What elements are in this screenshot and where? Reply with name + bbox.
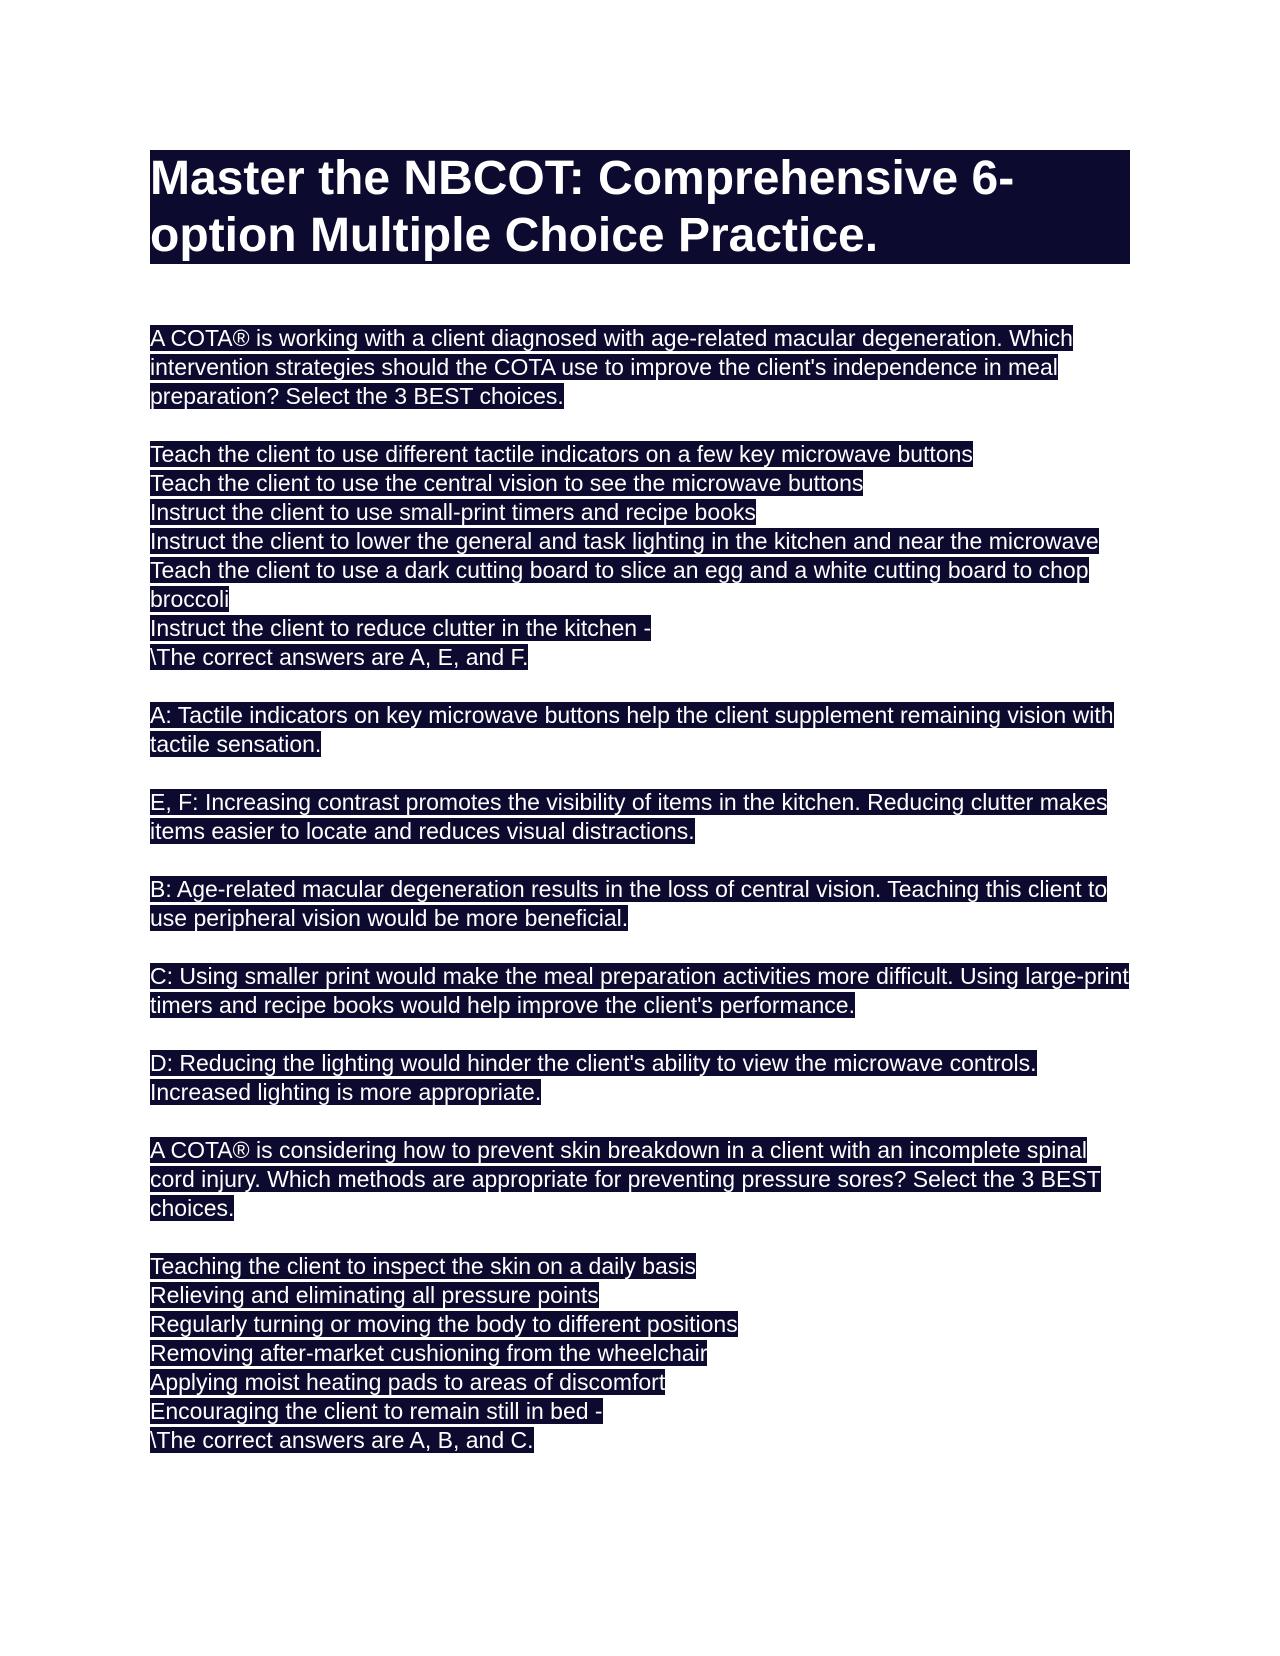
- q1-option-c: Instruct the client to use small-print timers and recipe books: [150, 499, 756, 525]
- q2-option-c: Regularly turning or moving the body to different positions: [150, 1311, 738, 1337]
- question-2-options: [150, 1252, 1130, 1455]
- q1-option-e: Teach the client to use a dark cutting board to slice an egg and a white cutting board to chop broccoli: [150, 557, 1089, 612]
- q1-explanation: [150, 875, 1130, 933]
- q1-explanation: [150, 701, 1130, 759]
- q2-option-d: Removing after-market cushioning from the wheelchair: [150, 1340, 708, 1366]
- q1-explanation: [150, 1049, 1130, 1107]
- q1-explanation: [150, 962, 1130, 1020]
- q1-option-b: Teach the client to use the central vision to see the microwave buttons: [150, 470, 864, 496]
- q1-option-f: Instruct the client to reduce clutter in the kitchen -: [150, 615, 652, 641]
- q1-explanation-c: C: Using smaller print would make the meal preparation activities more difficult. Using large-print timers and recipe books would help improve the client's performance.: [150, 963, 1129, 1018]
- q1-explanation-ef: E, F: Increasing contrast promotes the visibility of items in the kitchen. Reducing clutter makes items easier to locate and reduces visual distractions.: [150, 789, 1108, 844]
- q2-answer: \The correct answers are A, B, and C.: [150, 1427, 534, 1453]
- q1-option-d: Instruct the client to lower the general and task lighting in the kitchen and near the microwave: [150, 528, 1099, 554]
- question-1-stem: A COTA® is working with a client diagnosed with age-related macular degeneration. Which intervention strategies should the COTA use to improve the client's independence in meal preparation? Select the 3 BEST choices.: [150, 325, 1073, 409]
- q1-explanation: [150, 788, 1130, 846]
- question-2-stem: A COTA® is considering how to prevent skin breakdown in a client with an incomplete spinal cord injury. Which methods are appropriate for preventing pressure sores? Select the 3 BEST choices.: [150, 1137, 1101, 1221]
- document-page: [150, 150, 1130, 1484]
- q1-explanation-a: A: Tactile indicators on key microwave buttons help the client supplement remaining vision with tactile sensation.: [150, 702, 1114, 757]
- q2-option-e: Applying moist heating pads to areas of discomfort: [150, 1369, 666, 1395]
- q1-explanation-d: D: Reducing the lighting would hinder the client's ability to view the microwave controls. Increased lighting is more appropriate.: [150, 1050, 1037, 1105]
- question-2-text: [150, 1136, 1130, 1223]
- q2-option-b: Relieving and eliminating all pressure points: [150, 1282, 599, 1308]
- q1-option-a: Teach the client to use different tactile indicators on a few key microwave buttons: [150, 441, 973, 467]
- q1-explanation-b: B: Age-related macular degeneration results in the loss of central vision. Teaching this client to use peripheral vision would be more beneficial.: [150, 876, 1108, 931]
- document-body: [150, 324, 1130, 1455]
- question-1-text: [150, 324, 1130, 411]
- question-1-options: [150, 440, 1130, 672]
- page-title: Master the NBCOT: Comprehensive 6-option Multiple Choice Practice.: [150, 150, 1130, 264]
- q2-option-a: Teaching the client to inspect the skin on a daily basis: [150, 1253, 696, 1279]
- q1-answer: \The correct answers are A, E, and F.: [150, 644, 529, 670]
- q2-option-f: Encouraging the client to remain still in bed -: [150, 1398, 603, 1424]
